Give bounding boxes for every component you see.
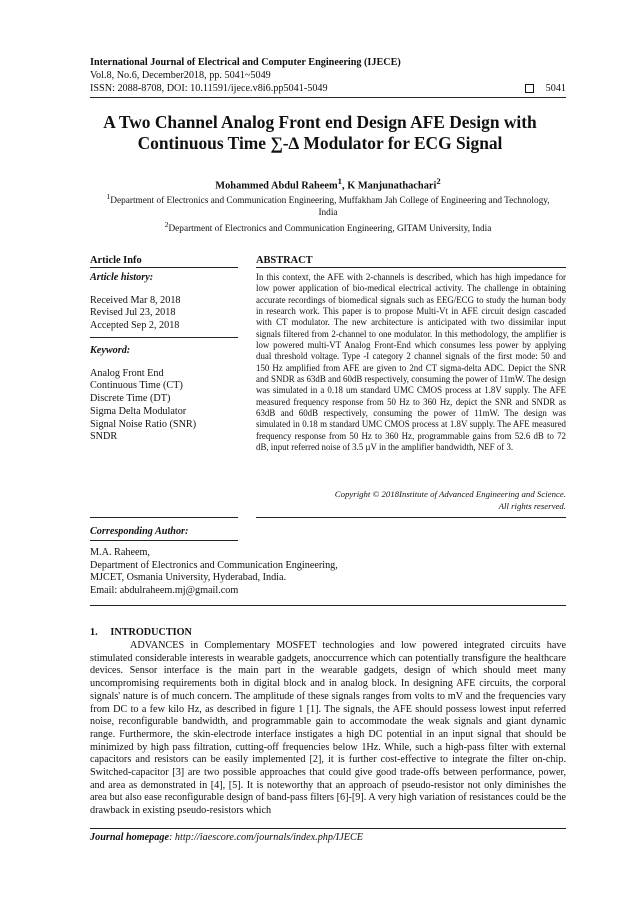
volume-info: Vol.8, No.6, December2018, pp. 5041~5049: [90, 70, 271, 81]
journal-name: International Journal of Electrical and Computer Engineering (IJECE): [90, 57, 401, 68]
running-header: [90, 56, 566, 95]
checkbox-square-icon: [525, 84, 534, 93]
keyword: Continuous Time (CT): [90, 380, 183, 392]
section-heading: 1. INTRODUCTION: [90, 627, 192, 638]
corresponding-heading: Corresponding Author:: [90, 526, 189, 537]
abstract-rule: [256, 267, 566, 268]
keyword: Sigma Delta Modulator: [90, 405, 187, 417]
article-info-rule: [90, 267, 238, 268]
page-number: 5041: [545, 83, 566, 94]
corresponding-details: M.A. Raheem, Department of Electronics and Communication Engineering, MJCET, Osmania University, Hyderabad, India. Email: abdulraheem.mj@gmail.com: [90, 547, 338, 596]
keyword: Analog Front End: [90, 367, 164, 379]
history-rule: [90, 337, 238, 338]
affiliations: $^1$Department of Electronics and Communication Engineering, Muffakham Jah College of Engineering and Technology, India $^2$Department of Electronics and Communication Engineering, GITAM University, India: [106, 192, 550, 235]
journal-homepage: Journal homepage: http://iaescore.com/journals/index.php/IJECE: [90, 832, 363, 843]
footer-divider: [90, 828, 566, 829]
introduction-text: ADVANCES in Complementary MOSFET technologies and low powered integrated circuits have stimulated considerable interests in wearable gadgets, anoccurrence which can potentially transfigure the healthcare devices. Sensor interface is the main part in the wearable gadgets, design of which should meet many uncompromising requirements both in digital block and in analog block. In designing AFE circuits, the corporal signals' nature is of much concern. The amplitude of these signals ranges from volts to mV and the frequencies vary from DC to a few kilo Hz, as described in figure 1 [1]. The signals, the AFE should possess lowest input referred noise, reconfigurable bandwidth, and programmable gain to accommodate the weak signals and giant dynamic range. Furthermore, the skin-electrode interface instigates a high DC potential in an input signal that should be minimized by high pass filtration, cutting-off frequencies below 1Hz. While, such a high-pass filter with external capacitors and resistors can be easily implemented [2], it is further cost-effective to integrate the filter on-chip. Switched-capacitor [3] are two possible approaches that could give good trade-offs between performance, power, and area as demonstrated in [4], [5]. It is noteworthy that an approach of pseudo-resistor not only diminishes the area but also ease reconfigurable design of band-pass filters [6]-[9]. A very high variation of resistances could be the drawback in existing pseudo-resistors which: [90, 640, 566, 817]
author-list: Mohammed Abdul Raheem$^1$, K Manjunathachari$^2$: [215, 176, 441, 192]
paper-title: A Two Channel Analog Front end Design AFE Design with Continuous Time ∑-∆ Modulator for ECG Signal: [103, 112, 537, 153]
corresponding-rule-left: [90, 517, 238, 518]
issn-doi: ISSN: 2088-8708, DOI: 10.11591/ijece.v8i6.pp5041-5049: [90, 83, 328, 94]
header-divider: [90, 97, 566, 98]
keyword: SNDR: [90, 431, 118, 443]
corresponding-rule-right: [256, 517, 566, 518]
corresponding-heading-rule: [90, 540, 238, 541]
keyword: Discrete Time (DT): [90, 393, 171, 405]
copyright-notice: Copyright © 2018Institute of Advanced Engineering and Science. All rights reserved.: [334, 489, 566, 511]
abstract-heading: ABSTRACT: [256, 255, 313, 266]
article-info-heading: Article Info: [90, 255, 142, 266]
article-history: Article history: Received Mar 8, 2018 Revised Jul 23, 2018 Accepted Sep 2, 2018: [90, 272, 181, 332]
abstract-text: In this context, the AFE with 2-channels is described, which has high impedance for low power application of bio-medical electrical activity. The challenge in obtaining accurate recordings of biomedical signals such as EEG/ECG to study the human body in research work. This paper is to propose Multi-Vt in AFE circuit design cascaded with CT modulator. The new architecture is anticipated with two dissimilar input signals filtered from 2-channel to one modulator. In this methodology, the amplifier is low powered multi-VT Analog Front-End which consumes less power by applying dual threshold voltage. Type -I category 2 channel signals of the first mode: 50 and 150 Hz amplified from AFE are given to 2nd CT sigma-delta ADC. Depict the SNR and SNDR as 63dB and 60dB respectively, consuming the power of 11mW. The design was simulated in a 0.18 um standard UMC CMOS process at 1.8V supply. The AFE measured frequency response from 50 Hz to 360 Hz, depict the SNR and SNDR as 63dB and 60dB respectively, consuming the power of 11mW. The design was simulated in 0.18 m standard UMC CMOS process at 1.8V supply. The AFE measured frequency response from 50 Hz to 360 Hz, programmable gains from 52.6 dB to 72 dB, input referred noise of 3.5 µV in the amplifier bandwidth, NEF of 3.: [256, 272, 566, 453]
keywords-section: Keyword: Analog Front End Continuous Time (CT) Discrete Time (DT) Sigma Delta Modulator Signal Noise Ratio (SNR) SNDR: [90, 345, 240, 444]
front-matter-end-rule: [90, 605, 566, 606]
keyword: Signal Noise Ratio (SNR): [90, 418, 197, 430]
